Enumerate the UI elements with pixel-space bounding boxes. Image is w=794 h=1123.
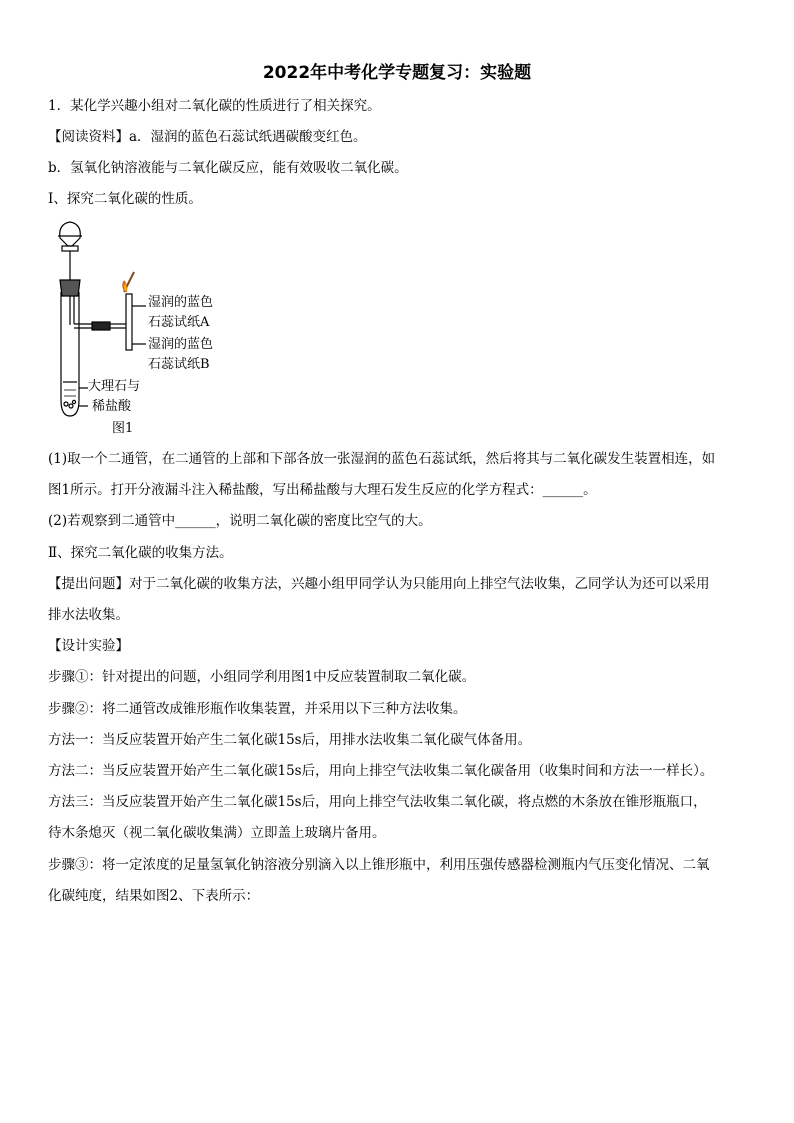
design-experiment-heading: 【设计实验】 [48, 638, 129, 654]
figure-1-apparatus [48, 220, 248, 440]
step-1: 步骤①：针对提出的问题，小组同学利用图1中反应装置制取二氧化碳。 [48, 669, 476, 685]
figure-caption: 图1 [112, 421, 134, 436]
marble-label-line1: 大理石与 [88, 379, 141, 394]
page-title: 2022年中考化学专题复习：实验题 [262, 63, 532, 83]
question-1-line2: 图1所示。打开分液漏斗注入稀盐酸，写出稀盐酸与大理石发生反应的化学方程式：______。 [48, 482, 597, 498]
step-2: 步骤②：将二通管改成锥形瓶作收集装置，并采用以下三种方法收集。 [48, 701, 467, 717]
paper-b-label-line2: 石蕊试纸B [148, 357, 210, 372]
question-1-line1: (1)取一个二通管，在二通管的上部和下部各放一张湿润的蓝色石蕊试纸，然后将其与二氧化碳发生装置相连，如 [48, 451, 716, 467]
paper-b-label-line1: 湿润的蓝色 [148, 337, 214, 352]
question-2: (2)若观察到二通管中______，说明二氧化碳的密度比空气的大。 [48, 513, 432, 529]
question-raised-line2: 排水法收集。 [48, 607, 129, 623]
question-intro: 1．某化学兴趣小组对二氧化碳的性质进行了相关探究。 [48, 98, 381, 114]
section-2-heading: Ⅱ、探究二氧化碳的收集方法。 [48, 545, 233, 561]
marble-label-line2: 稀盐酸 [92, 399, 132, 414]
method-3-line2: 待木条熄灭（视二氧化碳收集满）立即盖上玻璃片备用。 [48, 825, 386, 841]
funnel-bulb [60, 222, 81, 246]
section-1-heading: Ⅰ、探究二氧化碳的性质。 [48, 191, 202, 207]
burning-stick [122, 272, 134, 292]
method-1: 方法一：当反应装置开始产生二氧化碳15s后，用排水法收集二氧化碳气体备用。 [48, 732, 532, 748]
paper-a-label-line2: 石蕊试纸A [148, 315, 210, 330]
step-3-line2: 化碳纯度，结果如图2、下表所示： [48, 888, 260, 904]
step-3-line1: 步骤③：将一定浓度的足量氢氧化钠溶液分别滴入以上锥形瓶中，利用压强传感器检测瓶内气压变化情况、二氧 [48, 857, 710, 873]
method-2: 方法二：当反应装置开始产生二氧化碳15s后，用向上排空气法收集二氧化碳备用（收集时间和方法一一样长）。 [48, 763, 714, 779]
stopcock [62, 246, 78, 251]
reading-material-a: 【阅读资料】a．湿润的蓝色石蕊试纸遇碳酸变红色。 [48, 129, 367, 145]
reading-material-b: b．氢氧化钠溶液能与二氧化碳反应，能有效吸收二氧化碳。 [48, 160, 408, 176]
rubber-stopper [60, 280, 80, 296]
method-3-line1: 方法三：当反应装置开始产生二氧化碳15s后，用向上排空气法收集二氧化碳，将点燃的木条放在锥形瓶瓶口， [48, 794, 707, 810]
paper-a-label-line1: 湿润的蓝色 [148, 295, 214, 310]
question-raised-line1: 【提出问题】对于二氧化碳的收集方法，兴趣小组甲同学认为只能用向上排空气法收集，乙同学认为还可以采用 [48, 576, 710, 592]
two-way-tube [126, 294, 132, 350]
rubber-tube [92, 322, 110, 330]
